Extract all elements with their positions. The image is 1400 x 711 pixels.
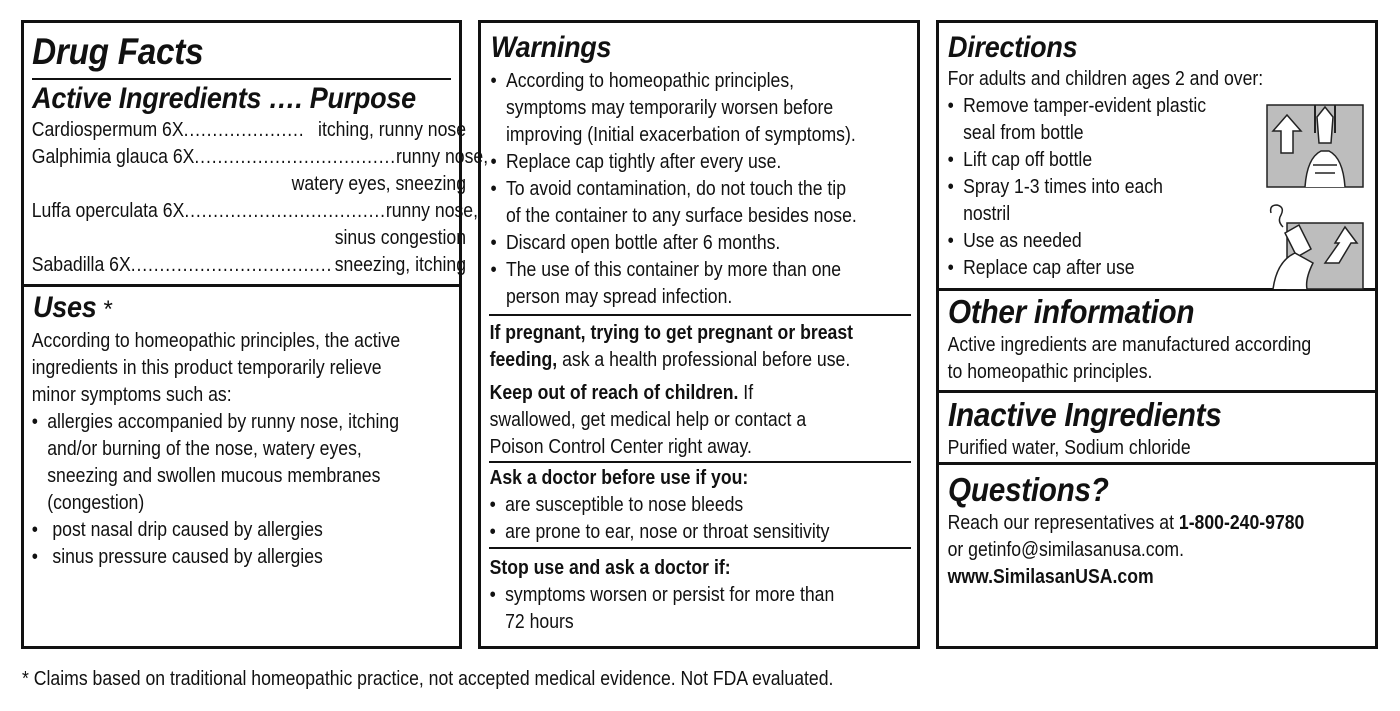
ask-doctor-header: Ask a doctor before use if you: (489, 466, 749, 489)
inactive-ingredients-section (939, 393, 1375, 465)
list-item: • According to homeopathic principles, symptoms may temporarily worsen before improving (Initial exacerbation of symptoms). (490, 67, 855, 148)
list-item: • Spray 1-3 times into each nostril (948, 173, 1314, 227)
ingredient-row: Luffa operculata 6X ................................... runny nose, (31, 199, 479, 222)
ask-doctor-section (481, 463, 856, 545)
pregnancy-warning: If pregnant, trying to get pregnant or breast feeding, ask a health professional before use. (489, 321, 854, 371)
list-item: • Use as needed (948, 227, 1314, 254)
questions-section (939, 465, 1375, 590)
uses-list (24, 408, 398, 570)
spray-nostril-illustration (1265, 203, 1365, 291)
list-item: • Replace cap tightly after every use. (490, 148, 855, 175)
uses-asterisk: * (103, 296, 113, 323)
active-ingredients-section (24, 23, 489, 287)
inactive-ingredients-title: Inactive Ingredients (948, 396, 1222, 433)
directions-list (939, 92, 1314, 281)
drug-facts-title: Drug Facts (32, 31, 204, 72)
questions-text: Reach our representatives at 1-800-240-9780 or getinfo@similasanusa.com. www.SimilasanUSA.com (939, 509, 1314, 590)
phone-number: 1-800-240-9780 (1178, 511, 1305, 534)
ingredients-list (24, 116, 489, 278)
uses-intro: According to homeopathic principles, the active ingredients in this product temporarily relieve minor symptoms such as: (31, 329, 401, 406)
uses-heading (24, 287, 459, 327)
ingredient-row: Galphimia glauca 6X ................................... runny nose, (31, 145, 489, 168)
list-item: • post nasal drip caused by allergies (32, 516, 398, 543)
ingredient-row: Sabadilla 6X ................................... sneezing, itching (31, 253, 467, 276)
uses-title: Uses (33, 291, 97, 324)
list-item: • sinus pressure caused by allergies (32, 543, 398, 570)
directions-intro: For adults and children ages 2 and over: (947, 67, 1264, 90)
stop-use-section (481, 549, 856, 635)
directions-section (939, 23, 1375, 291)
list-item: • allergies accompanied by runny nose, itching and/or burning of the nose, watery eyes, sneezing and swollen mucous membranes (congestion) (32, 408, 398, 516)
other-information-section (939, 291, 1375, 393)
list-item: • Discard open bottle after 6 months. (490, 229, 855, 256)
warnings-list (481, 67, 856, 310)
stop-use-header: Stop use and ask a doctor if: (489, 556, 731, 579)
uses-section (24, 287, 459, 570)
questions-title: Questions? (948, 471, 1109, 508)
directions-title: Directions (948, 31, 1078, 64)
children-warning: Keep out of reach of children. If swallowed, get medical help or contact a Poison Control Center right away. (489, 381, 807, 458)
list-item: • symptoms worsen or persist for more than 72 hours (490, 581, 856, 635)
footer-disclaimer: * Claims based on traditional homeopathic practice, not accepted medical evidence. Not FDA evaluated. (22, 667, 834, 690)
remove-seal-illustration (1265, 103, 1365, 189)
website-link: www.SimilasanUSA.com (947, 565, 1154, 588)
email-address: or getinfo@similasanusa.com. (947, 538, 1185, 561)
warnings-panel (478, 20, 920, 649)
list-item: • To avoid contamination, do not touch the tip of the container to any surface besides nose. (490, 175, 855, 229)
list-item: • are prone to ear, nose or throat sensitivity (490, 518, 856, 545)
warnings-title: Warnings (490, 31, 612, 64)
list-item: • are susceptible to nose bleeds (490, 491, 856, 518)
drug-facts-panel (21, 20, 489, 649)
ingredient-row: Cardiospermum 6X ..................... itching, runny nose (31, 118, 467, 141)
inactive-ingredients-text: Purified water, Sodium chloride (947, 436, 1191, 459)
ingredient-purpose-continued: watery eyes, sneezing (291, 172, 467, 195)
ingredient-purpose-continued: sinus congestion (334, 226, 467, 249)
active-ingredients-header: Active Ingredients …. Purpose (32, 82, 416, 115)
directions-panel (936, 20, 1378, 649)
list-item: • Remove tamper-evident plastic seal from bottle (948, 92, 1314, 146)
list-item: • Lift cap off bottle (948, 146, 1314, 173)
list-item: • The use of this container by more than one person may spread infection. (490, 256, 855, 310)
other-information-text: Active ingredients are manufactured according to homeopathic principles. (947, 333, 1312, 383)
other-information-title: Other information (948, 293, 1195, 330)
list-item: • Replace cap after use (948, 254, 1314, 281)
